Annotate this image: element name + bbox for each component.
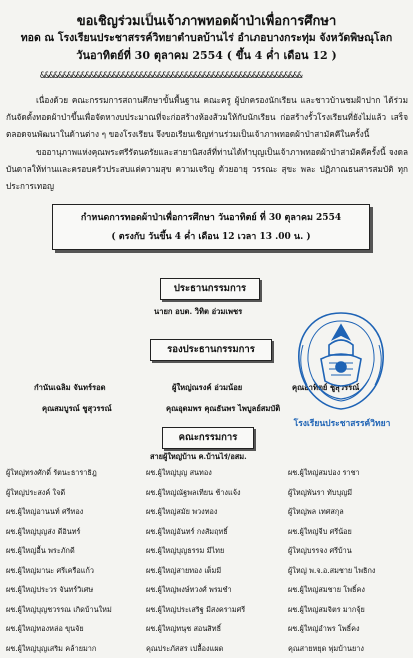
committee-member: ผู้ใหญ่พันรา ทับบุญมี [288, 483, 375, 503]
committee-member: ผช.ผู้ใหญ่บุญชวรรณ เกิดบ้านใหม่ [6, 600, 112, 620]
vice-president-heading: รองประธานกรรมการ [150, 339, 272, 361]
committee-member: ผช.ผู้ใหญ่บุญธรรม มีไทย [146, 541, 245, 561]
vice-name: คุณอุดมพร คุณธันพร ไพบูลย์สมบัติ [166, 403, 280, 415]
committee-member: ผู้ใหญ่ พ.จ.อ.สมชาย ไพธิกง [288, 561, 375, 581]
school-emblem-icon [283, 305, 399, 415]
schedule-box [52, 204, 370, 250]
committee-member: ผช.ผู้ใหญ่สมปอง ราชา [288, 463, 375, 483]
committee-member: ผช.ผู้ใหญ่บุญ สนทอง [146, 463, 245, 483]
schedule-line-2: ( ตรงกับ วันขึ้น 4 ค่ำ เดือน 12 เวลา 13 .00 น. ) [53, 229, 369, 243]
committee-member: ผช.ผู้ใหญ่สายทอง เต็มมี [146, 561, 245, 581]
committee-member: ผช.ผู้ใหญ่ทนุช สอนสิทธิ์ [146, 619, 245, 639]
committee-column-1 [6, 463, 112, 658]
committee-member: ผช.ผู้ใหญ่พงษ์ทวงศ์ พรมชำ [146, 580, 245, 600]
committee-member: คุณสายหยุด พุ่มบ้านยาง [288, 639, 375, 658]
committee-member: ผช.ผู้ใหญ่บุญส่ง ดีอินทร์ [6, 522, 112, 542]
vice-name: กำนันเฉลิม จันทร์รอด [34, 382, 106, 394]
committee-column-2 [146, 463, 245, 658]
committee-member: ผช.ผู้ใหญ่ทองหล่อ ขุนจัย [6, 619, 112, 639]
committee-column-3 [288, 463, 375, 658]
committee-member: ผช.ผู้ใหญ่มานะ ศรีเครือแก้ว [6, 561, 112, 581]
page-title: ขอเชิญร่วมเป็นเจ้าภาพทอดผ้าป่าเพื่อการศึกษา [0, 10, 413, 31]
committee-member: ผช.ผู้ใหญ่ประวร จันทร์วิเศษ [6, 580, 112, 600]
date-line: วันอาทิตย์ที่ 30 ตุลาคม 2554 ( ขึ้น 4 ค่ำ เดือน 12 ) [0, 46, 413, 64]
vice-name: ผู้ใหญ่ณรงค์ อ่วมน้อย [172, 382, 242, 394]
school-name-caption: โรงเรียนประชาสรรค์วิทยา [283, 416, 401, 430]
committee-member: ผช.ผู้ใหญ่บุญเสริม คล้ายมาก [6, 639, 112, 658]
committee-member: ผช.ผู้ใหญ่สมชาย โพธิ์คง [288, 580, 375, 600]
invitation-paragraph: เนื่องด้วย คณะกรรมการสถานศึกษาขั้นพื้นฐาน คณะครู ผู้ปกครองนักเรียน และชาวบ้านชมฝ้าปาก ได้ร่วมกันจัดตั้งทอดผ้าป่าขึ้นเพื่อจัดหางบประมาณที่จะก่อสร้างห้องส้วมให้กับนักเรียน ก่อสร้างรั้วโรงเรียนที่ยังไม่แล้ว เสร็จตลอดจนพัฒนาในด้านต่าง ๆ ของโรงเรียน จึงขอเรียนเชิญท่านร่วมเป็นเจ้าภาพทอดผ้าป่าสามัคคีในครั้งนี้ [6, 92, 408, 143]
president-name: นายก อบต. วิทิต อ่วมเพชร [154, 306, 242, 318]
committee-member: ผช.ผู้ใหญ่จีบ ศรีน้อย [288, 522, 375, 542]
vice-name: คุณสมบูรณ์ ชูสุวรรณ์ [42, 403, 112, 415]
committee-member: ผช.ผู้ใหญ่อานนท์ ศรีทอง [6, 502, 112, 522]
committee-member: ผู้ใหญ่พล เทศสกุล [288, 502, 375, 522]
committee-member: ผช.ผู้ใหญ่อำพร โพธิ์คง [288, 619, 375, 639]
blessing-paragraph: ขออานุภาพแห่งคุณพระศรีรัตนตรัยและสายานิสงส์ที่ท่านได้ทำบุญเป็นเจ้าภาพทอดผ้าป่าสามัคคีครั้งนี้ จงดลบันดาลให้ท่านและครอบครัวประสบแต่ความสุข ความเจริญ ด้วยอายุ วรรณะ สุขะ พละ ปฏิภาณธนสารสมบัติ ทุกประการเทอญ [6, 144, 408, 195]
location-line: ทอด ณ โรงเรียนประชาสรรค์วิทยาตำบลบ้านไร่ อำเภอบางกระทุ่ม จังหวัดพิษณุโลก [0, 29, 413, 46]
president-heading: ประธานกรรมการ [160, 278, 260, 300]
committee-member: ผู้ใหญ่บรรจง ศรีบ้าน [288, 541, 375, 561]
committee-subheading: สายผู้ใหญ่บ้าน ค.บ้านไร่/อสม. [150, 451, 247, 463]
committee-member: ผู้ใหญ่ประสงค์ ใจดี [6, 483, 112, 503]
vice-name: คุณอาทิตย์ ชูสุวรรณ์ [292, 382, 359, 394]
committee-heading: คณะกรรมการ [162, 427, 254, 449]
committee-member: ผช.ผู้ใหญ่สมัย พวงทอง [146, 502, 245, 522]
committee-member: ผช.ผู้ใหญ่ประเสริฐ มีสงครามศรี [146, 600, 245, 620]
committee-member: คุณประภัสสร เปลื้องแผด [146, 639, 245, 658]
committee-member: ผช.ผู้ใหญ่ณัฐพลเทียน ช้างแจ้ง [146, 483, 245, 503]
committee-member: ผช.ผู้ใหญ่อื้น พระภักดี [6, 541, 112, 561]
divider-line: &&&&&&&&&&&&&&&&&&&&&&&&&&&&&&&&&&&&&&&&&&&&&&&&&&&&&&&&&& [40, 71, 400, 81]
committee-member: ผู้ใหญ่ทรงศักดิ์ รัตนะธาราธิฎ [6, 463, 112, 483]
schedule-line-1: กำหนดการทอดผ้าป่าเพื่อการศึกษา วันอาทิตย์ ที่ 30 ตุลาคม 2554 [53, 210, 369, 224]
committee-member: ผช.ผู้ใหญ่สมจิตร มากจุ้ย [288, 600, 375, 620]
committee-member: ผช.ผู้ใหญ่อันทร์ กงสัมฤทธิ์ [146, 522, 245, 542]
